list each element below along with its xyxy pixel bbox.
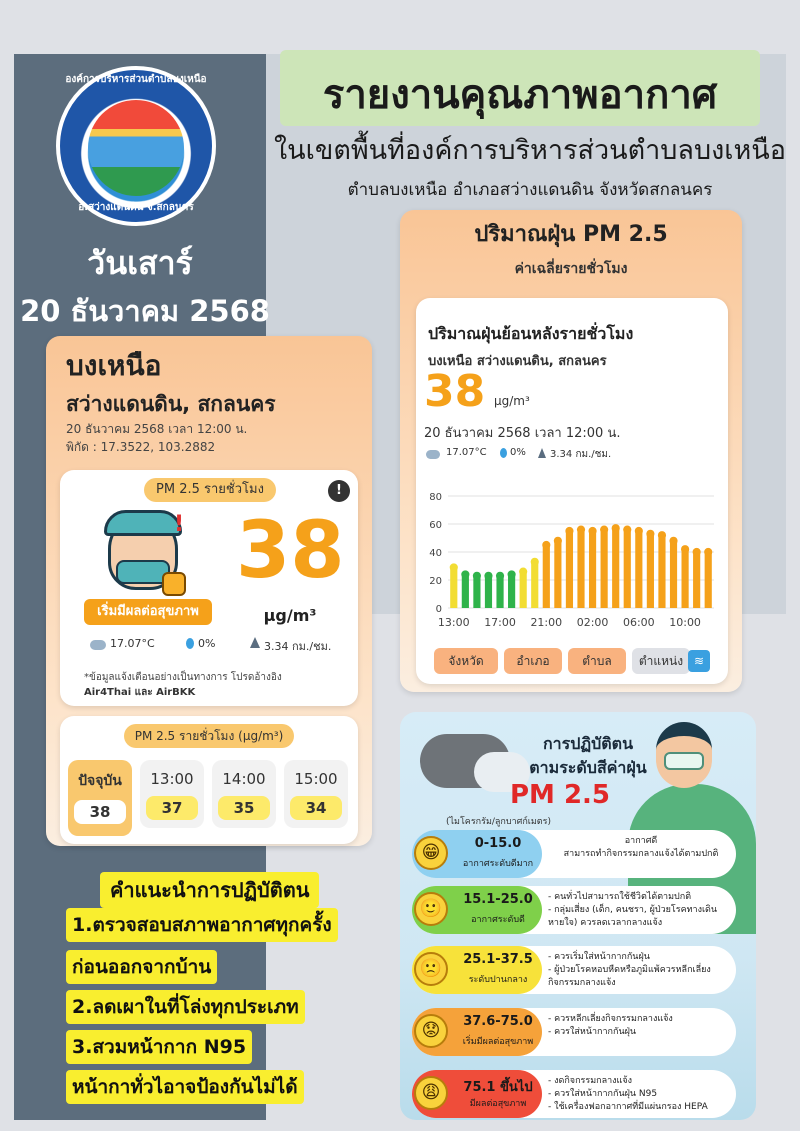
chart-bar-cap [623,526,631,534]
recommend-line-2: ก่อนออกจากบ้าน [66,950,217,984]
area-tab[interactable]: อำเภอ [504,648,562,674]
chart-bar-cap [542,541,550,549]
chart-bar [577,530,584,608]
chart-bar-cap [531,558,539,566]
hourly-time: ปัจจุบัน [78,773,122,789]
advice-line: - ควรใส่หน้ากากกันฝุ่น [548,1027,637,1037]
chart-bar-cap [519,568,527,576]
chart-bar [682,549,689,608]
hourly-item[interactable] [68,760,132,836]
history-temperature: 17.07°C [446,447,487,458]
chart-bar [485,576,492,608]
level-range: 37.6-75.0 [463,1014,533,1029]
chart-bar [589,531,596,608]
chart-bar [496,576,503,608]
hourly-value: 35 [218,796,270,820]
guide-level-row [412,1008,736,1056]
chart-bar [531,562,538,608]
level-advice [548,891,734,930]
hourly-value: 34 [290,796,342,820]
level-face-icon: 😁 [414,836,448,870]
guide-title-1: การปฏิบัติตน [542,734,634,753]
chart-x-tick: 21:00 [530,616,563,629]
level-label: มีผลต่อสุขภาพ [469,1099,527,1109]
chart-bar-cap [565,527,573,535]
chart-x-tick: 10:00 [669,616,701,629]
hourly-time: 14:00 [222,770,266,788]
chart-bar-cap [646,530,654,538]
recommend-line-4: 3.สวมหน้ากาก N95 [66,1030,252,1064]
history-pm-unit: µg/m³ [494,394,530,408]
pm-value: 38 [236,506,345,596]
advice-line: - ผู้ป่วยโรคหอบหืดหรือภูมิแพ้ควรหลีกเลี่ยงกิจกรรมกลางแจ้ง [548,965,711,988]
advice-line: - คนทั่วไปสามารถใช้ชีวิตได้ตามปกติ [548,892,692,902]
chart-bar [624,530,631,608]
advice-line: - ควรใส่หน้ากากกันฝุ่น N95 [548,1089,658,1099]
chart-bar-cap [693,548,701,556]
chart-bar [462,574,469,608]
area-tabs [434,648,720,676]
chart-bar [647,534,654,608]
guide-title-pm: PM 2.5 [509,780,611,810]
guide-unit-note: (ไมโครกรัม/ลูกบาศก์เมตร) [446,817,551,827]
chart-bar [670,541,677,608]
level-range: 75.1 ขึ้นไป [463,1080,533,1095]
level-range: 0-15.0 [474,836,522,851]
page-subtitle: ในเขตพื้นที่องค์การบริหารส่วนตำบลบงเหนือ [274,135,786,166]
chart-bar [635,531,642,608]
hourly-value: 38 [74,800,126,824]
chart-bar-cap [554,537,562,545]
humidity-icon [186,638,194,649]
pm-card-title: ปริมาณฝุ่น PM 2.5 [474,222,668,247]
advice-line: - ควรหลีกเลี่ยงกิจกรรมกลางแจ้ง [548,1014,673,1024]
advice-line: - งดกิจกรรมกลางแจ้ง [548,1076,633,1086]
history-wind-icon [538,448,546,458]
guide-level-row [412,886,736,934]
history-humidity-icon [500,448,507,458]
pm-card-subtitle: ค่าเฉลี่ยรายชั่วโมง [514,261,628,277]
level-label: เริ่มมีผลต่อสุขภาพ [462,1037,534,1047]
logo-top-text: องค์การบริหารส่วนตำบลบงเหนือ [65,74,207,85]
level-face-icon: 🙁 [414,952,448,986]
chart-bar-cap [588,527,596,535]
chart-bar-cap [484,572,492,580]
chart-bar [658,535,665,608]
chart-bar [612,528,619,608]
area-tab[interactable]: ตำบล [568,648,626,674]
chart-bar-cap [669,537,677,545]
full-date: 20 ธันวาคม 2568 [20,294,270,328]
guide-level-badge [412,1008,542,1056]
history-datetime: 20 ธันวาคม 2568 เวลา 12:00 น. [424,426,621,441]
chart-x-tick: 06:00 [622,616,655,629]
level-face-icon: 😟 [414,1014,448,1048]
chart-bar [566,531,573,608]
wind-speed: 3.34 กม./ชม. [264,640,332,653]
cloud-sun-icon [90,640,106,650]
hourly-value: 37 [146,796,198,820]
advice-line: - กลุ่มเสี่ยง (เด็ก, คนชรา, ผู้ป่วยโรคทางเดินหายใจ) ควรลดเวลากลางแจ้ง [548,905,718,928]
chart-x-tick: 13:00 [437,616,470,629]
chart-bar [473,576,480,608]
chart-bar [693,552,700,608]
pm-hourly-pill: PM 2.5 รายชั่วโมง [144,478,276,502]
place-name: บงเหนือ [66,349,162,382]
chart-bar [543,545,550,608]
history-title: ปริมาณฝุ่นย้อนหลังรายชั่วโมง [428,324,634,343]
level-range: 25.1-37.5 [463,952,533,967]
chart-bar-cap [508,570,516,578]
guide-title-2: ตามระดับสีค่าฝุ่น [529,758,647,777]
level-face-icon: 😩 [414,1076,448,1110]
info-icon[interactable]: ! [328,480,350,502]
chart-bar [705,552,712,608]
location-line: ตำบลบงเหนือ อำเภอสว่างแดนดิน จังหวัดสกลนคร [347,180,713,200]
chart-bar-cap [681,545,689,553]
level-advice [548,951,734,990]
chart-bar [601,530,608,608]
history-cloud-icon [426,450,440,459]
logo-bottom-text: อ.สว่างแดนดิน จ.สกลนคร [78,202,194,213]
chart-y-tick: 20 [429,576,442,587]
chart-y-tick: 40 [429,548,442,559]
advice-line: - ใช้เครื่องฟอกอากาศที่มีแผ่นกรอง HEPA [548,1102,708,1112]
chart-bar-cap [473,572,481,580]
recommend-title: คำแนะนำการปฏิบัติตน [100,872,319,908]
chart-bar [520,572,527,608]
chart-toggle-icon[interactable]: ≋ [688,650,710,672]
chart-bar [554,541,561,608]
chart-bar-cap [635,527,643,535]
guide-level-badge [412,886,542,934]
wind-icon [250,637,260,648]
page-title: รายงานคุณภาพอากาศ [322,72,718,118]
hourly-forecast-row [68,760,352,836]
level-advice [548,1075,734,1114]
coordinates: พิกัด : 17.3522, 103.2882 [66,440,216,454]
chart-y-tick: 60 [429,520,442,531]
chart-bar-cap [496,572,504,580]
health-status-badge: เริ่มมีผลต่อสุขภาพ [84,599,212,625]
level-label: ระดับปานกลาง [468,975,528,985]
guide-level-row [412,830,736,878]
area-tab[interactable]: ตำแหน่ง [632,648,690,674]
humidity: 0% [198,637,216,650]
chart-bar-cap [704,548,712,556]
chart-y-tick: 0 [435,604,442,615]
district-name: สว่างแดนดิน, สกลนคร [66,392,276,416]
guide-level-row [412,1070,736,1118]
chart-y-tick: 80 [429,492,442,503]
recommend-line-3: 2.ลดเผาในที่โล่งทุกประเภท [66,990,305,1024]
hourly-time: 15:00 [294,770,338,788]
chart-bar [508,574,515,608]
chart-bar-cap [577,526,585,534]
history-location: บงเหนือ สว่างแดนดิน, สกลนคร [428,354,607,369]
guide-level-badge [412,946,542,994]
area-tab[interactable]: จังหวัด [434,648,498,674]
alert-icon: ! [174,512,185,537]
logo-emblem [88,100,184,196]
guide-level-badge [412,830,542,878]
level-label: อากาศระดับดี [471,915,525,925]
recommend-line-5: หน้ากาทั่วไอาจป้องกันไม่ได้ [66,1070,304,1104]
history-wind: 3.34 กม./ชม. [550,449,612,460]
advice-line: สามารถทำกิจกรรมกลางแจ้งได้ตามปกติ [563,849,719,859]
measure-datetime: 20 ธันวาคม 2568 เวลา 12:00 น. [66,422,248,436]
chart-x-tick: 02:00 [576,616,609,629]
level-advice [548,1013,734,1039]
hourly-item[interactable] [140,760,204,828]
advice-line: - ควรเริ่มใส่หน้ากากกันฝุ่น [548,952,650,962]
guide-level-badge [412,1070,542,1118]
history-pm-value: 38 [424,366,486,417]
thumbs-down-icon [162,572,186,596]
hourly-time: 13:00 [150,770,194,788]
chart-bar-cap [600,526,608,534]
chart-bar [450,567,457,608]
chart-bar-cap [612,524,620,532]
hourly-item[interactable] [212,760,276,828]
guide-level-row [412,946,736,994]
level-range: 15.1-25.0 [463,892,533,907]
chart-x-tick: 17:00 [484,616,516,629]
recommend-line-1: 1.ตรวจสอบสภาพอากาศทุกครั้ง [66,908,338,942]
hourly-forecast-pill: PM 2.5 รายชั่วโมง (µg/m³) [124,724,294,748]
chart-bar-cap [450,563,458,571]
source-note: Air4Thai และ AirBKK [84,687,196,698]
official-note: *ข้อมูลแจ้งเตือนอย่างเป็นทางการ โปรดอ้างอิง [84,672,282,683]
temperature: 17.07°C [110,637,155,650]
history-humidity: 0% [510,447,526,458]
hourly-item[interactable] [284,760,348,828]
day-of-week: วันเสาร์ [87,244,193,282]
chart-bar-cap [461,570,469,578]
chart-bar-cap [658,531,666,539]
pm-unit: µg/m³ [263,606,317,625]
hair-icon [104,510,185,537]
pm-hourly-chart [420,488,720,634]
level-advice [548,835,734,861]
advice-line: อากาศดี [624,836,658,846]
level-label: อากาศระดับดีมาก [462,859,534,869]
level-face-icon: 🙂 [414,892,448,926]
